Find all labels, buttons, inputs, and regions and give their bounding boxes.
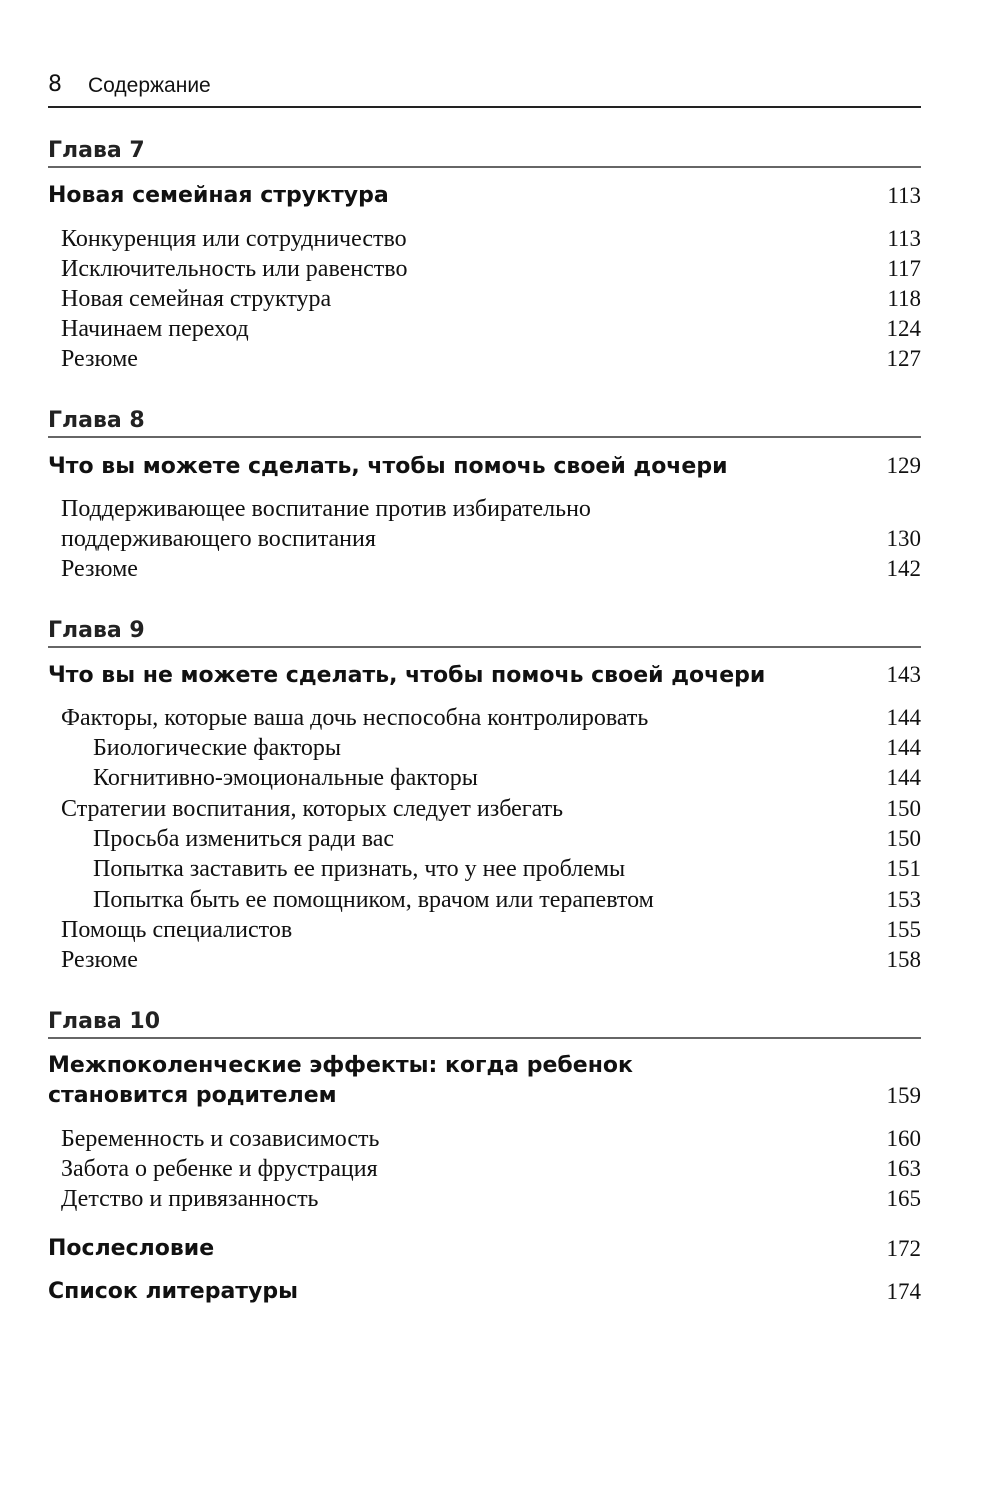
toc-subentry: Биологические факторы [93, 735, 341, 761]
toc-entry-page: 158 [886, 947, 921, 972]
toc-entry-page: 150 [886, 796, 921, 821]
toc-entry: Забота о ребенке и фрустрация [61, 1156, 378, 1182]
toc-entry: Поддерживающее воспитание против избирательно [61, 496, 591, 522]
toc-entry-page: 153 [886, 887, 921, 912]
toc-entry: Детство и привязанность [61, 1186, 319, 1212]
toc-entry-page: 118 [887, 286, 921, 311]
chapter-9-page: 143 [886, 662, 921, 687]
toc-entry: Помощь специалистов [61, 917, 293, 943]
chapter-9-label: Глава 9 [48, 618, 921, 648]
toc-entry-page: 142 [886, 556, 921, 581]
toc-entry-page: 130 [886, 526, 921, 551]
chapter-7-title: Новая семейная структура [48, 183, 389, 208]
chapter-7-page: 113 [887, 183, 921, 208]
afterword-title: Послесловие [48, 1236, 215, 1261]
toc-subentry: Попытка быть ее помощником, врачом или терапевтом [93, 887, 654, 913]
toc-entry-page: 163 [886, 1156, 921, 1181]
toc-entry-page: 160 [886, 1126, 921, 1151]
toc-entry-page: 124 [886, 316, 921, 341]
toc-entry-page: 117 [887, 256, 921, 281]
toc-subentry: Когнитивно-эмоциональные факторы [93, 765, 478, 791]
chapter-10-title-continuation: становится родителем [48, 1083, 337, 1108]
toc-entry: Факторы, которые ваша дочь неспособна контролировать [61, 705, 649, 731]
chapter-9-title: Что вы не можете сделать, чтобы помочь своей дочери [48, 663, 766, 688]
chapter-10-label: Глава 10 [48, 1009, 921, 1039]
chapter-10-page: 159 [886, 1083, 921, 1108]
chapter-8-title: Что вы можете сделать, чтобы помочь своей дочери [48, 454, 728, 479]
toc-entry-page: 165 [886, 1186, 921, 1211]
toc-entry: Конкуренция или сотрудничество [61, 226, 407, 252]
toc-entry: Новая семейная структура [61, 286, 332, 312]
toc-entry-page: 113 [887, 226, 921, 251]
toc-entry-page: 151 [886, 856, 921, 881]
toc-entry: Начинаем переход [61, 316, 249, 342]
toc-entry-page: 127 [886, 346, 921, 371]
bibliography-page: 174 [886, 1279, 921, 1304]
chapter-8-page: 129 [886, 453, 921, 478]
toc-subentry: Попытка заставить ее признать, что у нее проблемы [93, 856, 626, 882]
chapter-7-label: Глава 7 [48, 138, 921, 168]
toc-entry: Стратегии воспитания, которых следует избегать [61, 796, 564, 822]
toc-entry-page: 155 [886, 917, 921, 942]
toc-entry: Резюме [61, 346, 138, 372]
running-head-page-number: 8 [48, 72, 62, 97]
toc-entry: Исключительность или равенство [61, 256, 408, 282]
chapter-8-label: Глава 8 [48, 408, 921, 438]
chapter-10-title: Межпоколенческие эффекты: когда ребенок [48, 1053, 633, 1078]
toc-entry-page: 144 [886, 705, 921, 730]
afterword-page: 172 [886, 1236, 921, 1261]
toc-entry-continuation: поддерживающего воспитания [61, 526, 376, 552]
toc-entry-page: 144 [886, 765, 921, 790]
toc-entry: Резюме [61, 556, 138, 582]
bibliography-title: Список литературы [48, 1279, 299, 1304]
running-head [48, 70, 921, 108]
running-head-title: Содержание [88, 74, 211, 97]
toc-entry-page: 144 [886, 735, 921, 760]
toc-subentry: Просьба измениться ради вас [93, 826, 395, 852]
toc-entry: Резюме [61, 947, 138, 973]
toc-entry: Беременность и созависимость [61, 1126, 380, 1152]
toc-entry-page: 150 [886, 826, 921, 851]
